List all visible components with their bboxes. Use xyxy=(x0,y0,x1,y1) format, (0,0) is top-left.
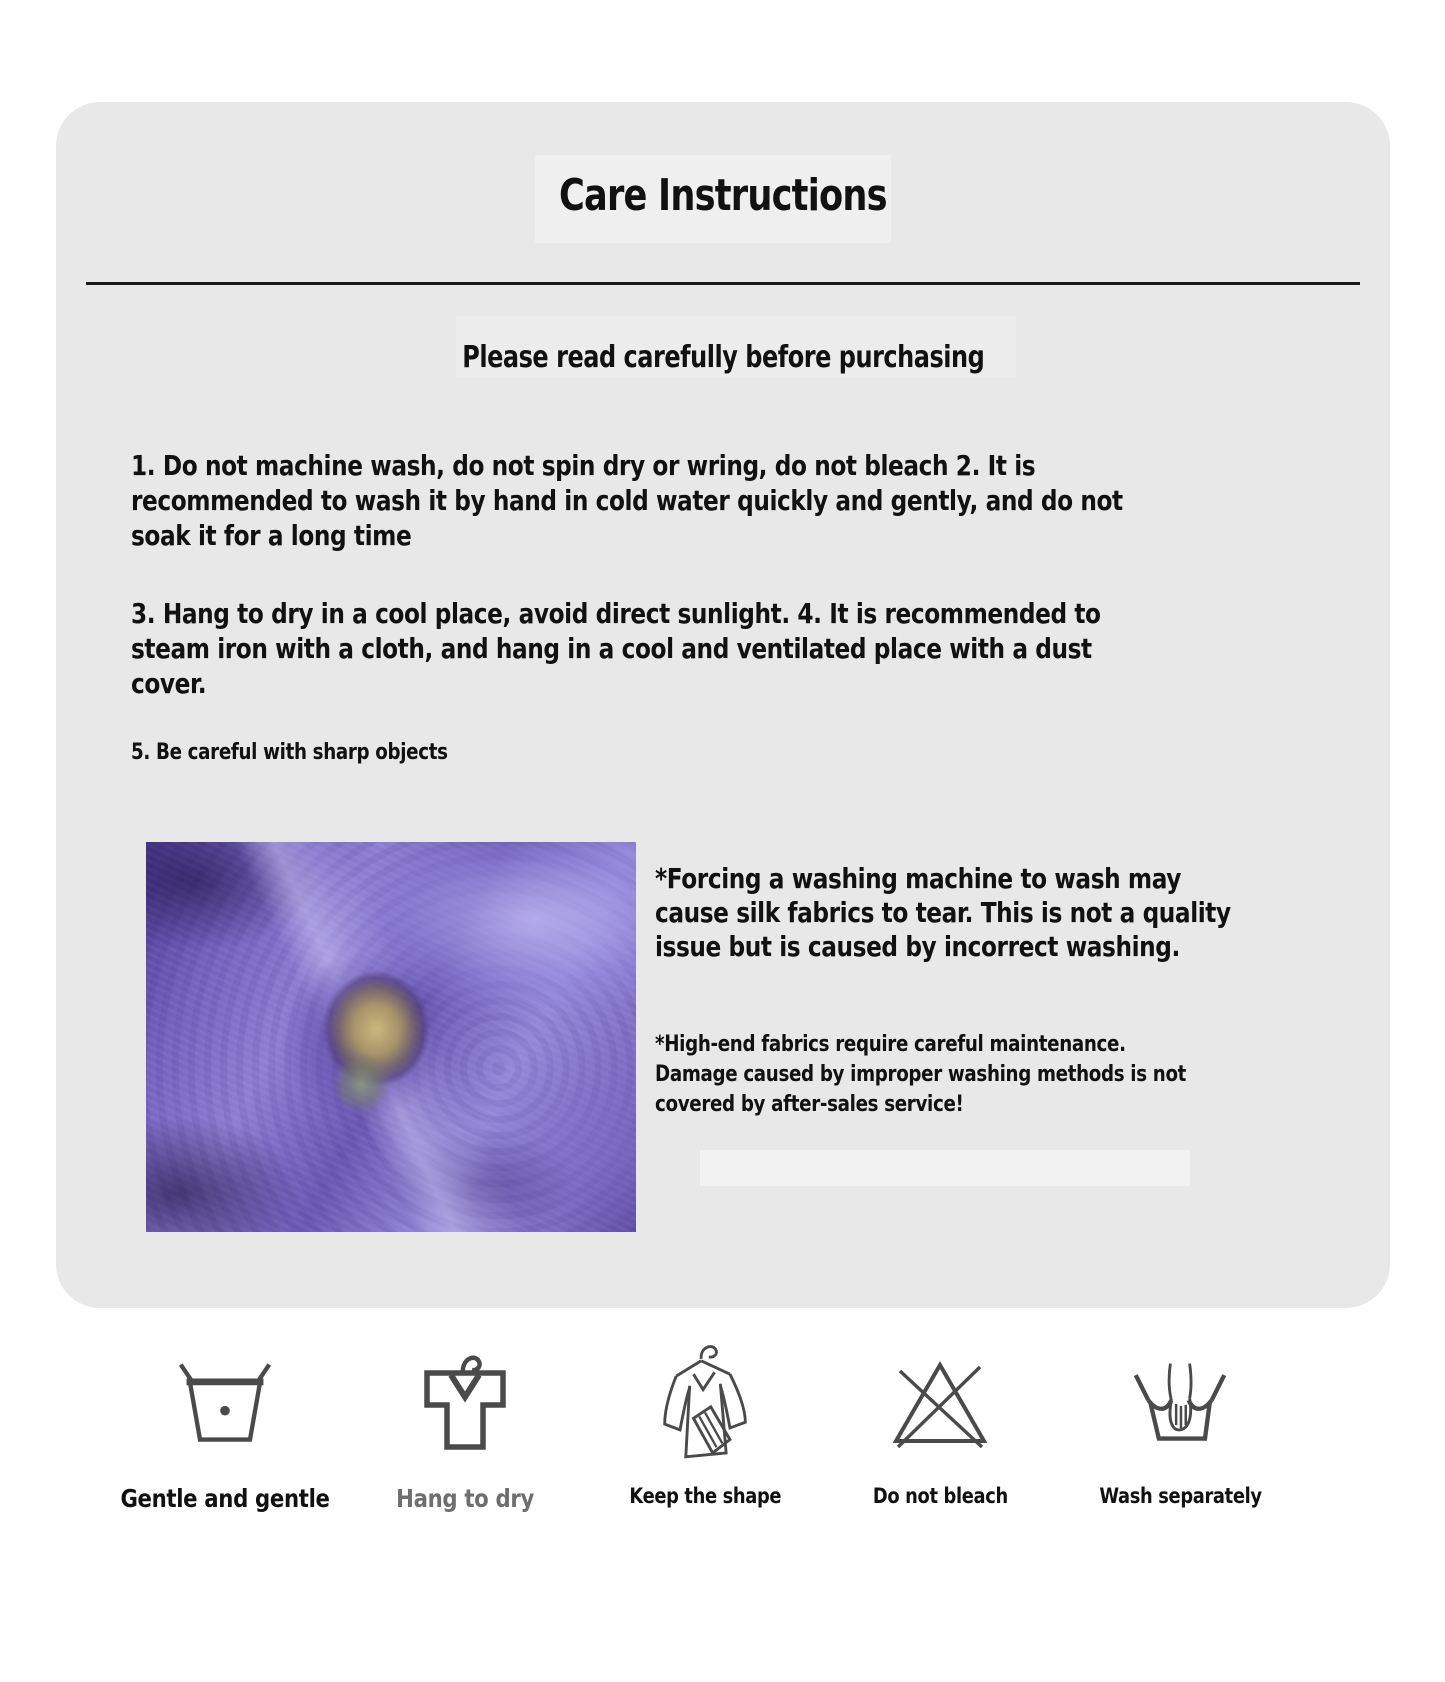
page-title xyxy=(56,168,1390,224)
care-label-gentle-wash: Gentle and gentle xyxy=(120,1484,330,1513)
page-title-text: Care Instructions xyxy=(559,170,887,221)
care-column-keep-shape xyxy=(590,1340,820,1508)
laundry-symbols-row xyxy=(0,1340,1445,1540)
care-paragraph-1: 1. Do not machine wash, do not spin dry or wring, do not bleach 2. It is recommended to wash it by hand in cold water quickly and gently, and do not soak it for a long time xyxy=(131,449,1123,552)
care-column-do-not-bleach xyxy=(825,1340,1055,1508)
subtitle xyxy=(56,340,1390,376)
hang-to-dry-shirt-icon xyxy=(417,1340,513,1466)
wash-separately-hand-icon xyxy=(1130,1340,1230,1466)
subtitle-text: Please read carefully before purchasing xyxy=(461,340,985,375)
care-label-keep-shape: Keep the shape xyxy=(629,1484,781,1508)
do-not-bleach-triangle-icon xyxy=(888,1340,992,1466)
care-label-wash-separately: Wash separately xyxy=(1098,1484,1262,1508)
bottom-watermark-strip xyxy=(700,1150,1190,1186)
torn-silk-fabric-photo xyxy=(146,842,636,1232)
warning-note-small: *High-end fabrics require careful maintenance. Damage caused by improper washing methods is not covered by after-sales service! xyxy=(655,1032,1187,1117)
care-column-hang-dry xyxy=(350,1340,580,1513)
warning-note-large: *Forcing a washing machine to wash may cause silk fabrics to tear. This is not a quality issue but is caused by incorrect washing. xyxy=(655,862,1231,963)
gentle-wash-basin-icon xyxy=(175,1340,275,1466)
care-label-hang-dry: Hang to dry xyxy=(396,1484,534,1513)
care-paragraph-2: 3. Hang to dry in a cool place, avoid direct sunlight. 4. It is recommended to steam iron with a cloth, and hang in a cool and ventilated place with a dust cover. xyxy=(131,597,1101,700)
care-column-wash-separately xyxy=(1065,1340,1295,1508)
care-paragraph-3: 5. Be careful with sharp objects xyxy=(131,740,448,765)
care-column-gentle-wash xyxy=(110,1340,340,1513)
title-divider-line xyxy=(86,282,1360,285)
care-label-do-not-bleach: Do not bleach xyxy=(872,1484,1008,1508)
care-instructions-card xyxy=(56,102,1390,1308)
keep-shape-garment-icon xyxy=(657,1340,753,1466)
